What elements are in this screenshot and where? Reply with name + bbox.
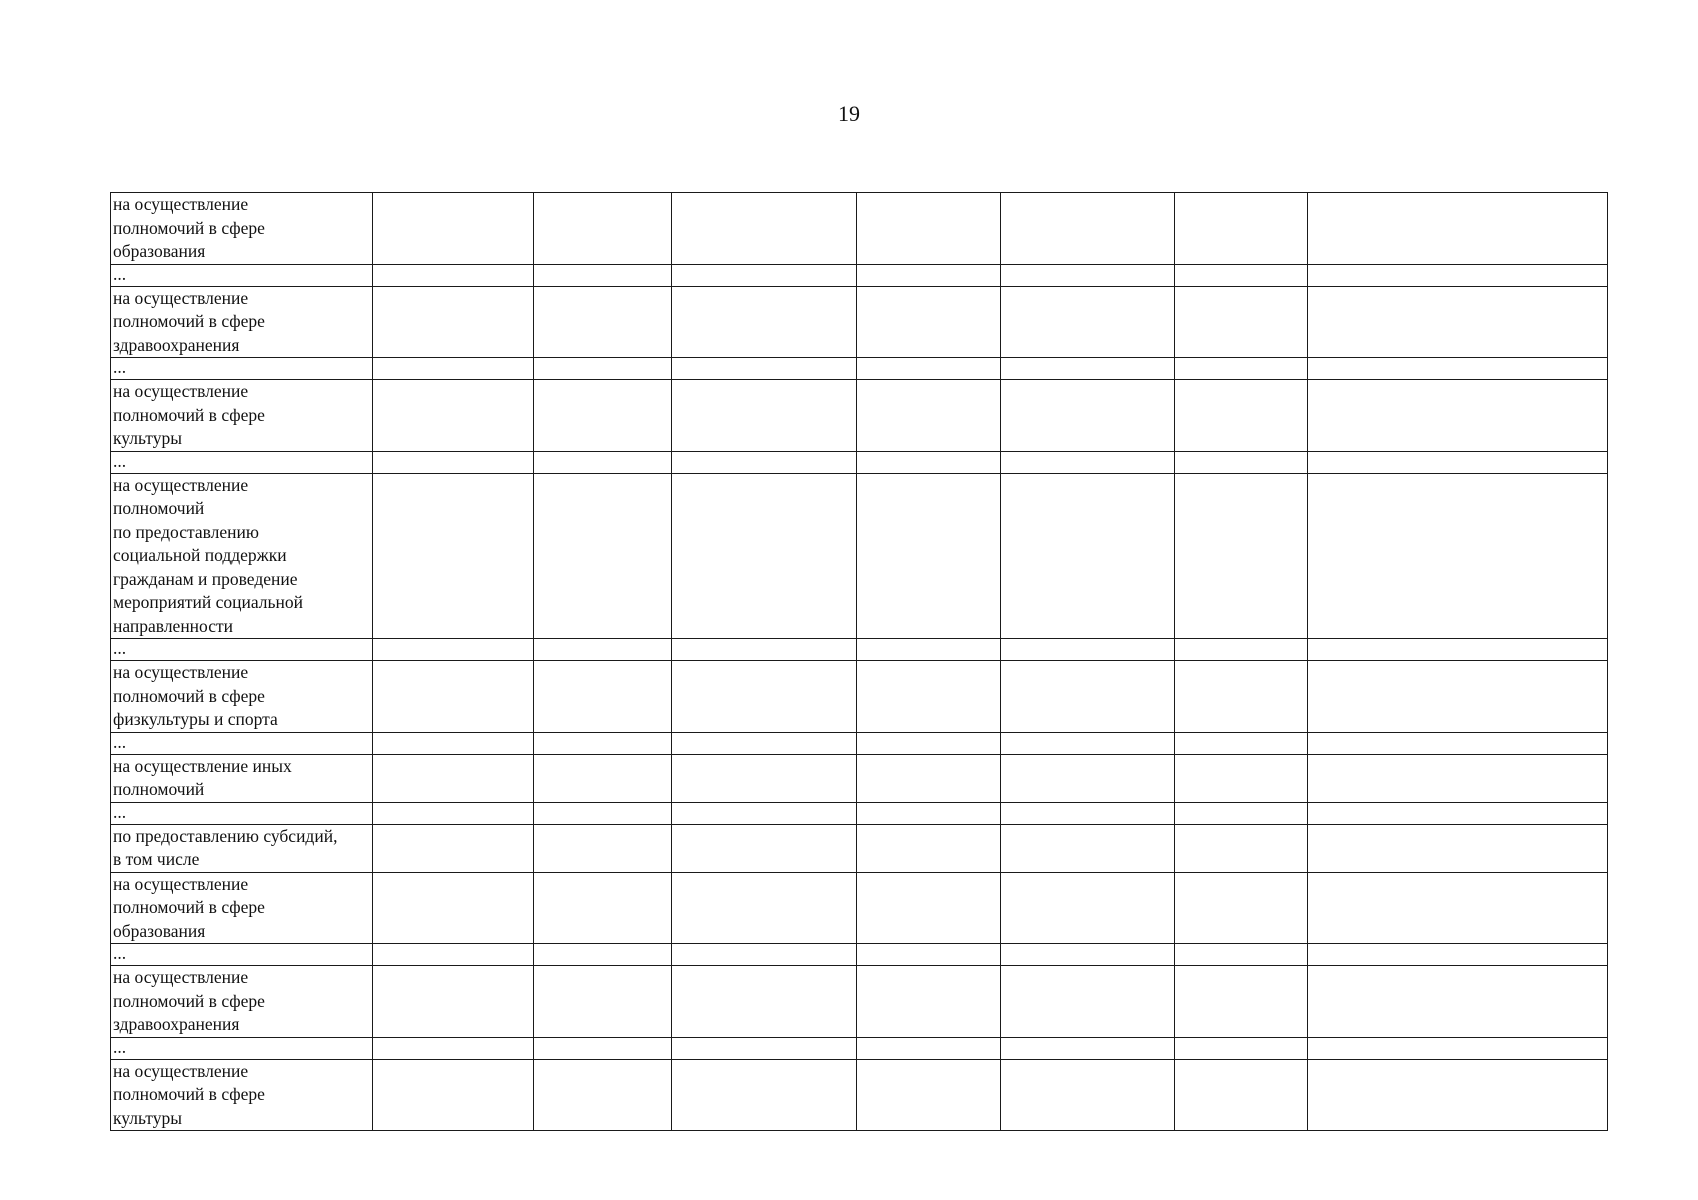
row-label: на осуществление полномочий в сфере физкультуры и спорта — [113, 662, 278, 729]
row-label: на осуществление полномочий в сфере культуры — [113, 381, 265, 448]
empty-data-cell — [1308, 264, 1608, 286]
empty-data-cell — [672, 286, 857, 358]
empty-data-cell — [1308, 732, 1608, 754]
row-label-cell — [111, 380, 373, 452]
empty-data-cell — [1308, 966, 1608, 1038]
empty-data-cell — [534, 451, 672, 473]
row-label: ... — [113, 638, 127, 658]
row-label: ... — [113, 451, 127, 471]
row-label-cell — [111, 286, 373, 358]
empty-data-cell — [373, 380, 534, 452]
empty-data-cell — [672, 1037, 857, 1059]
empty-data-cell — [857, 966, 1001, 1038]
empty-data-cell — [672, 1059, 857, 1131]
empty-data-cell — [534, 802, 672, 824]
empty-data-cell — [1175, 824, 1308, 872]
empty-data-cell — [672, 754, 857, 802]
empty-data-cell — [857, 639, 1001, 661]
row-label: ... — [113, 1037, 127, 1057]
empty-data-cell — [672, 661, 857, 733]
row-label: на осуществление полномочий в сфере образования — [113, 194, 265, 261]
empty-data-cell — [857, 1037, 1001, 1059]
empty-data-cell — [534, 661, 672, 733]
empty-data-cell — [373, 193, 534, 265]
empty-data-cell — [857, 473, 1001, 639]
empty-data-cell — [534, 1059, 672, 1131]
row-label: на осуществление полномочий в сфере культуры — [113, 1060, 265, 1128]
empty-data-cell — [373, 473, 534, 639]
empty-data-cell — [857, 1059, 1001, 1131]
empty-data-cell — [1001, 732, 1175, 754]
empty-data-cell — [1175, 802, 1308, 824]
empty-data-cell — [373, 1059, 534, 1131]
empty-data-cell — [1308, 286, 1608, 358]
empty-data-cell — [1175, 473, 1308, 639]
empty-data-cell — [1175, 639, 1308, 661]
row-label-cell — [111, 944, 373, 966]
empty-data-cell — [672, 193, 857, 265]
table-row — [111, 286, 1608, 358]
empty-data-cell — [1001, 944, 1175, 966]
empty-data-cell — [1001, 802, 1175, 824]
empty-data-cell — [672, 639, 857, 661]
empty-data-cell — [857, 802, 1001, 824]
table-row — [111, 872, 1608, 944]
empty-data-cell — [534, 639, 672, 661]
row-label-cell — [111, 451, 373, 473]
table-row — [111, 473, 1608, 639]
empty-data-cell — [534, 193, 672, 265]
empty-data-cell — [373, 639, 534, 661]
empty-data-cell — [1001, 1059, 1175, 1131]
empty-data-cell — [1001, 966, 1175, 1038]
empty-data-cell — [534, 824, 672, 872]
empty-data-cell — [373, 358, 534, 380]
empty-data-cell — [373, 802, 534, 824]
empty-data-cell — [857, 944, 1001, 966]
empty-data-cell — [1308, 358, 1608, 380]
empty-data-cell — [534, 473, 672, 639]
table-row — [111, 193, 1608, 265]
empty-data-cell — [1001, 193, 1175, 265]
empty-data-cell — [1001, 286, 1175, 358]
empty-data-cell — [373, 732, 534, 754]
empty-data-cell — [373, 824, 534, 872]
row-label: на осуществление полномочий в сфере здравоохранения — [113, 967, 265, 1034]
table-row — [111, 732, 1608, 754]
empty-data-cell — [672, 802, 857, 824]
row-label: на осуществление полномочий по предоставлению социальной поддержки гражданам и проведение мероприятий социальной направленности — [113, 474, 303, 636]
empty-data-cell — [672, 451, 857, 473]
empty-data-cell — [1175, 944, 1308, 966]
row-label-cell — [111, 473, 373, 639]
empty-data-cell — [857, 286, 1001, 358]
table-row — [111, 451, 1608, 473]
row-label: ... — [113, 802, 127, 822]
empty-data-cell — [1308, 473, 1608, 639]
empty-data-cell — [672, 732, 857, 754]
empty-data-cell — [857, 380, 1001, 452]
row-label: по предоставлению субсидий, в том числе — [113, 825, 338, 869]
empty-data-cell — [1001, 451, 1175, 473]
empty-data-cell — [1175, 661, 1308, 733]
row-label-cell — [111, 824, 373, 872]
table-row — [111, 661, 1608, 733]
empty-data-cell — [1175, 966, 1308, 1038]
empty-data-cell — [1308, 193, 1608, 265]
empty-data-cell — [857, 358, 1001, 380]
empty-data-cell — [534, 358, 672, 380]
table-body — [111, 193, 1608, 1131]
empty-data-cell — [672, 264, 857, 286]
row-label-cell — [111, 732, 373, 754]
empty-data-cell — [1175, 193, 1308, 265]
empty-data-cell — [672, 966, 857, 1038]
row-label: ... — [113, 357, 127, 377]
row-label-cell — [111, 1037, 373, 1059]
empty-data-cell — [1175, 286, 1308, 358]
row-label: на осуществление иных полномочий — [113, 755, 292, 799]
page-number: 19 — [838, 101, 860, 126]
empty-data-cell — [1001, 473, 1175, 639]
empty-data-cell — [534, 1037, 672, 1059]
row-label: на осуществление полномочий в сфере образования — [113, 873, 265, 941]
row-label-cell — [111, 872, 373, 944]
empty-data-cell — [373, 944, 534, 966]
empty-data-cell — [1308, 380, 1608, 452]
empty-data-cell — [1308, 451, 1608, 473]
empty-data-cell — [534, 966, 672, 1038]
empty-data-cell — [1001, 380, 1175, 452]
empty-data-cell — [534, 872, 672, 944]
empty-data-cell — [672, 944, 857, 966]
empty-data-cell — [1175, 380, 1308, 452]
empty-data-cell — [672, 824, 857, 872]
empty-data-cell — [1175, 358, 1308, 380]
empty-data-cell — [1308, 944, 1608, 966]
empty-data-cell — [1308, 754, 1608, 802]
row-label-cell — [111, 264, 373, 286]
empty-data-cell — [857, 264, 1001, 286]
table-row — [111, 824, 1608, 872]
empty-data-cell — [672, 872, 857, 944]
empty-data-cell — [373, 966, 534, 1038]
empty-data-cell — [857, 451, 1001, 473]
table-row — [111, 966, 1608, 1038]
table-row — [111, 264, 1608, 286]
empty-data-cell — [373, 264, 534, 286]
empty-data-cell — [1001, 872, 1175, 944]
empty-data-cell — [1175, 264, 1308, 286]
row-label-cell — [111, 193, 373, 265]
empty-data-cell — [1308, 802, 1608, 824]
empty-data-cell — [1308, 872, 1608, 944]
empty-data-cell — [534, 732, 672, 754]
empty-data-cell — [857, 872, 1001, 944]
empty-data-cell — [857, 754, 1001, 802]
table-row — [111, 944, 1608, 966]
empty-data-cell — [534, 380, 672, 452]
row-label-cell — [111, 754, 373, 802]
empty-data-cell — [1001, 264, 1175, 286]
row-label-cell — [111, 661, 373, 733]
empty-data-cell — [1175, 1059, 1308, 1131]
row-label: ... — [113, 264, 127, 284]
empty-data-cell — [373, 872, 534, 944]
empty-data-cell — [373, 286, 534, 358]
empty-data-cell — [857, 193, 1001, 265]
empty-data-cell — [1175, 754, 1308, 802]
empty-data-cell — [672, 358, 857, 380]
empty-data-cell — [1175, 872, 1308, 944]
form-table — [110, 192, 1608, 1131]
table-row — [111, 639, 1608, 661]
empty-data-cell — [534, 944, 672, 966]
row-label-cell — [111, 966, 373, 1038]
empty-data-cell — [857, 732, 1001, 754]
row-label-cell — [111, 639, 373, 661]
empty-data-cell — [672, 473, 857, 639]
row-label: ... — [113, 943, 127, 963]
empty-data-cell — [1308, 1059, 1608, 1131]
row-label: на осуществление полномочий в сфере здравоохранения — [113, 287, 265, 355]
empty-data-cell — [373, 661, 534, 733]
row-label: ... — [113, 732, 127, 752]
empty-data-cell — [1001, 358, 1175, 380]
empty-data-cell — [1001, 1037, 1175, 1059]
empty-data-cell — [1175, 732, 1308, 754]
table-row — [111, 754, 1608, 802]
empty-data-cell — [1001, 824, 1175, 872]
empty-data-cell — [1175, 451, 1308, 473]
empty-data-cell — [1175, 1037, 1308, 1059]
row-label-cell — [111, 802, 373, 824]
empty-data-cell — [373, 1037, 534, 1059]
empty-data-cell — [1001, 661, 1175, 733]
table-row — [111, 802, 1608, 824]
empty-data-cell — [534, 286, 672, 358]
table-row — [111, 1037, 1608, 1059]
empty-data-cell — [1001, 639, 1175, 661]
empty-data-cell — [534, 754, 672, 802]
empty-data-cell — [857, 661, 1001, 733]
empty-data-cell — [1001, 754, 1175, 802]
table-row — [111, 380, 1608, 452]
table-row — [111, 358, 1608, 380]
row-label-cell — [111, 358, 373, 380]
empty-data-cell — [1308, 639, 1608, 661]
row-label-cell — [111, 1059, 373, 1131]
table-row — [111, 1059, 1608, 1131]
empty-data-cell — [373, 451, 534, 473]
empty-data-cell — [857, 824, 1001, 872]
empty-data-cell — [534, 264, 672, 286]
empty-data-cell — [1308, 824, 1608, 872]
empty-data-cell — [373, 754, 534, 802]
empty-data-cell — [672, 380, 857, 452]
empty-data-cell — [1308, 661, 1608, 733]
empty-data-cell — [1308, 1037, 1608, 1059]
